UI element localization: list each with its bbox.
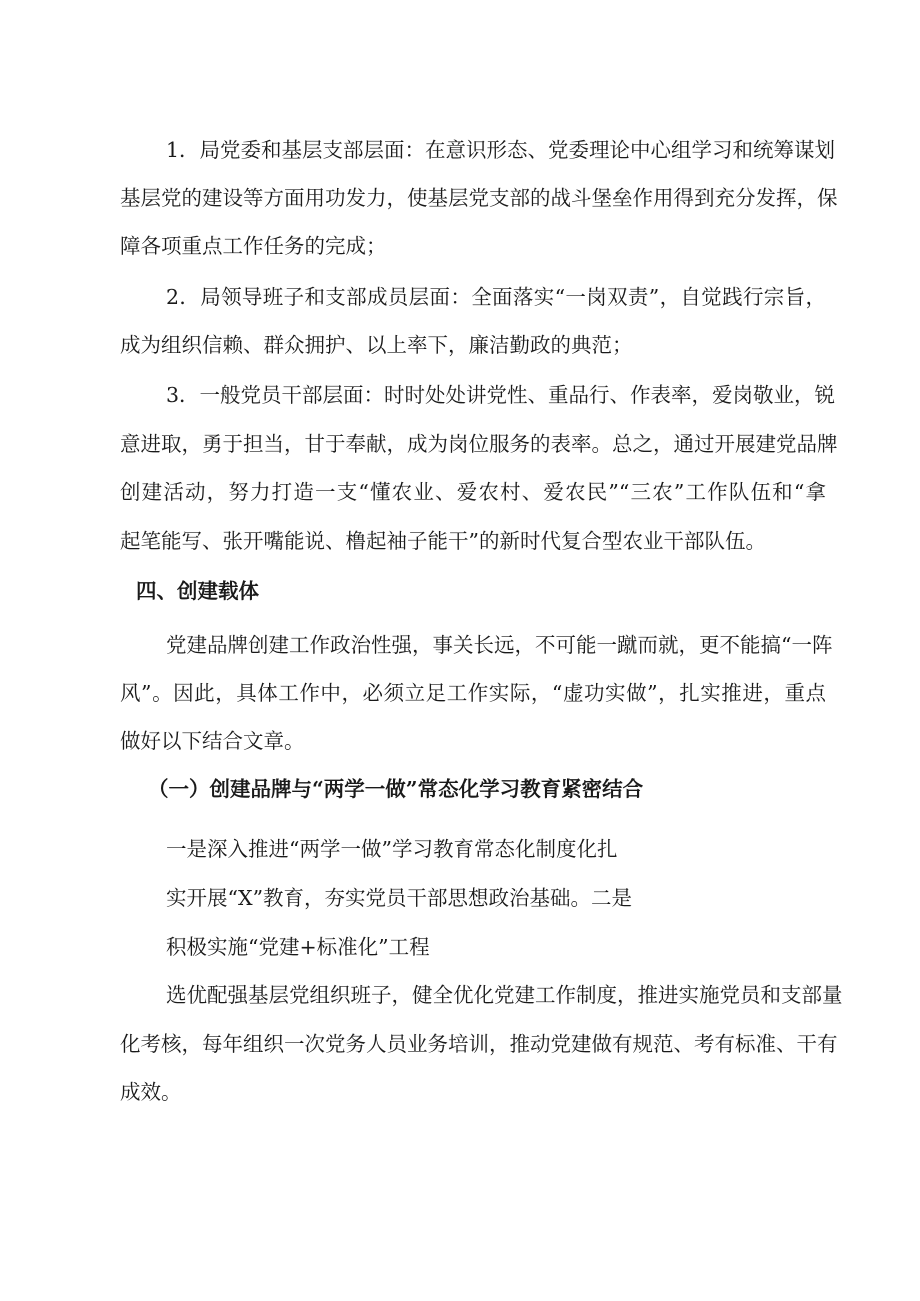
paragraph-5-line-2: 实开展“X”教育，夯实党员干部思想政治基础。二是	[166, 886, 633, 910]
paragraph-3-line-3: 创建活动，努力打造一支“懂农业、爱农村、爱农民”“三农”工作队伍和“拿	[120, 480, 826, 504]
paragraph-3-line-1: 3．一般党员干部层面：时时处处讲党性、重品行、作表率，爱岗敬业，锐	[166, 383, 836, 407]
paragraph-3-line-2: 意进取，勇于担当，甘于奉献，成为岗位服务的表率。总之，通过开展建党品牌	[120, 432, 838, 456]
paragraph-2-line-2: 成为组织信赖、群众拥护、以上率下，廉洁勤政的典范；	[120, 333, 633, 357]
paragraph-3-line-4: 起笔能写、张开嘴能说、橹起袖子能干”的新时代复合型农业干部队伍。	[120, 529, 766, 553]
paragraph-1-line-2: 基层党的建设等方面用功发力，使基层党支部的战斗堡垒作用得到充分发挥，保	[120, 186, 838, 210]
section-heading-4: 四、创建载体	[136, 579, 259, 603]
paragraph-5-line-3: 积极实施“党建+标准化”工程	[166, 935, 430, 959]
paragraph-4-line-2: 风”。因此，具体工作中，必须立足工作实际，“虚功实做”，扎实推进，重点	[120, 681, 826, 705]
paragraph-6-line-1: 选优配强基层党组织班子，健全优化党建工作制度，推进实施党员和支部量	[166, 983, 843, 1007]
paragraph-6-line-2: 化考核，每年组织一次党务人员业务培训，推动党建做有规范、考有标准、干有	[120, 1032, 838, 1056]
paragraph-6-line-3: 成效。	[120, 1080, 182, 1104]
paragraph-1-line-3: 障各项重点工作任务的完成；	[120, 234, 387, 258]
paragraph-1-line-1: 1．局党委和基层支部层面：在意识形态、党委理论中心组学习和统筹谋划	[166, 138, 836, 162]
paragraph-4-line-3: 做好以下结合文章。	[120, 729, 305, 753]
paragraph-4-line-1: 党建品牌创建工作政治性强，事关长远，不可能一蹴而就，更不能搞“一阵	[166, 633, 833, 657]
paragraph-2-line-1: 2．局领导班子和支部成员层面：全面落实“一岗双责”，自觉践行宗旨，	[166, 285, 826, 309]
paragraph-5-line-1: 一是深入推进“两学一做”学习教育常态化制度化扎	[166, 837, 618, 861]
subsection-heading-1: （一）创建品牌与“两学一做”常态化学习教育紧密结合	[148, 777, 644, 801]
